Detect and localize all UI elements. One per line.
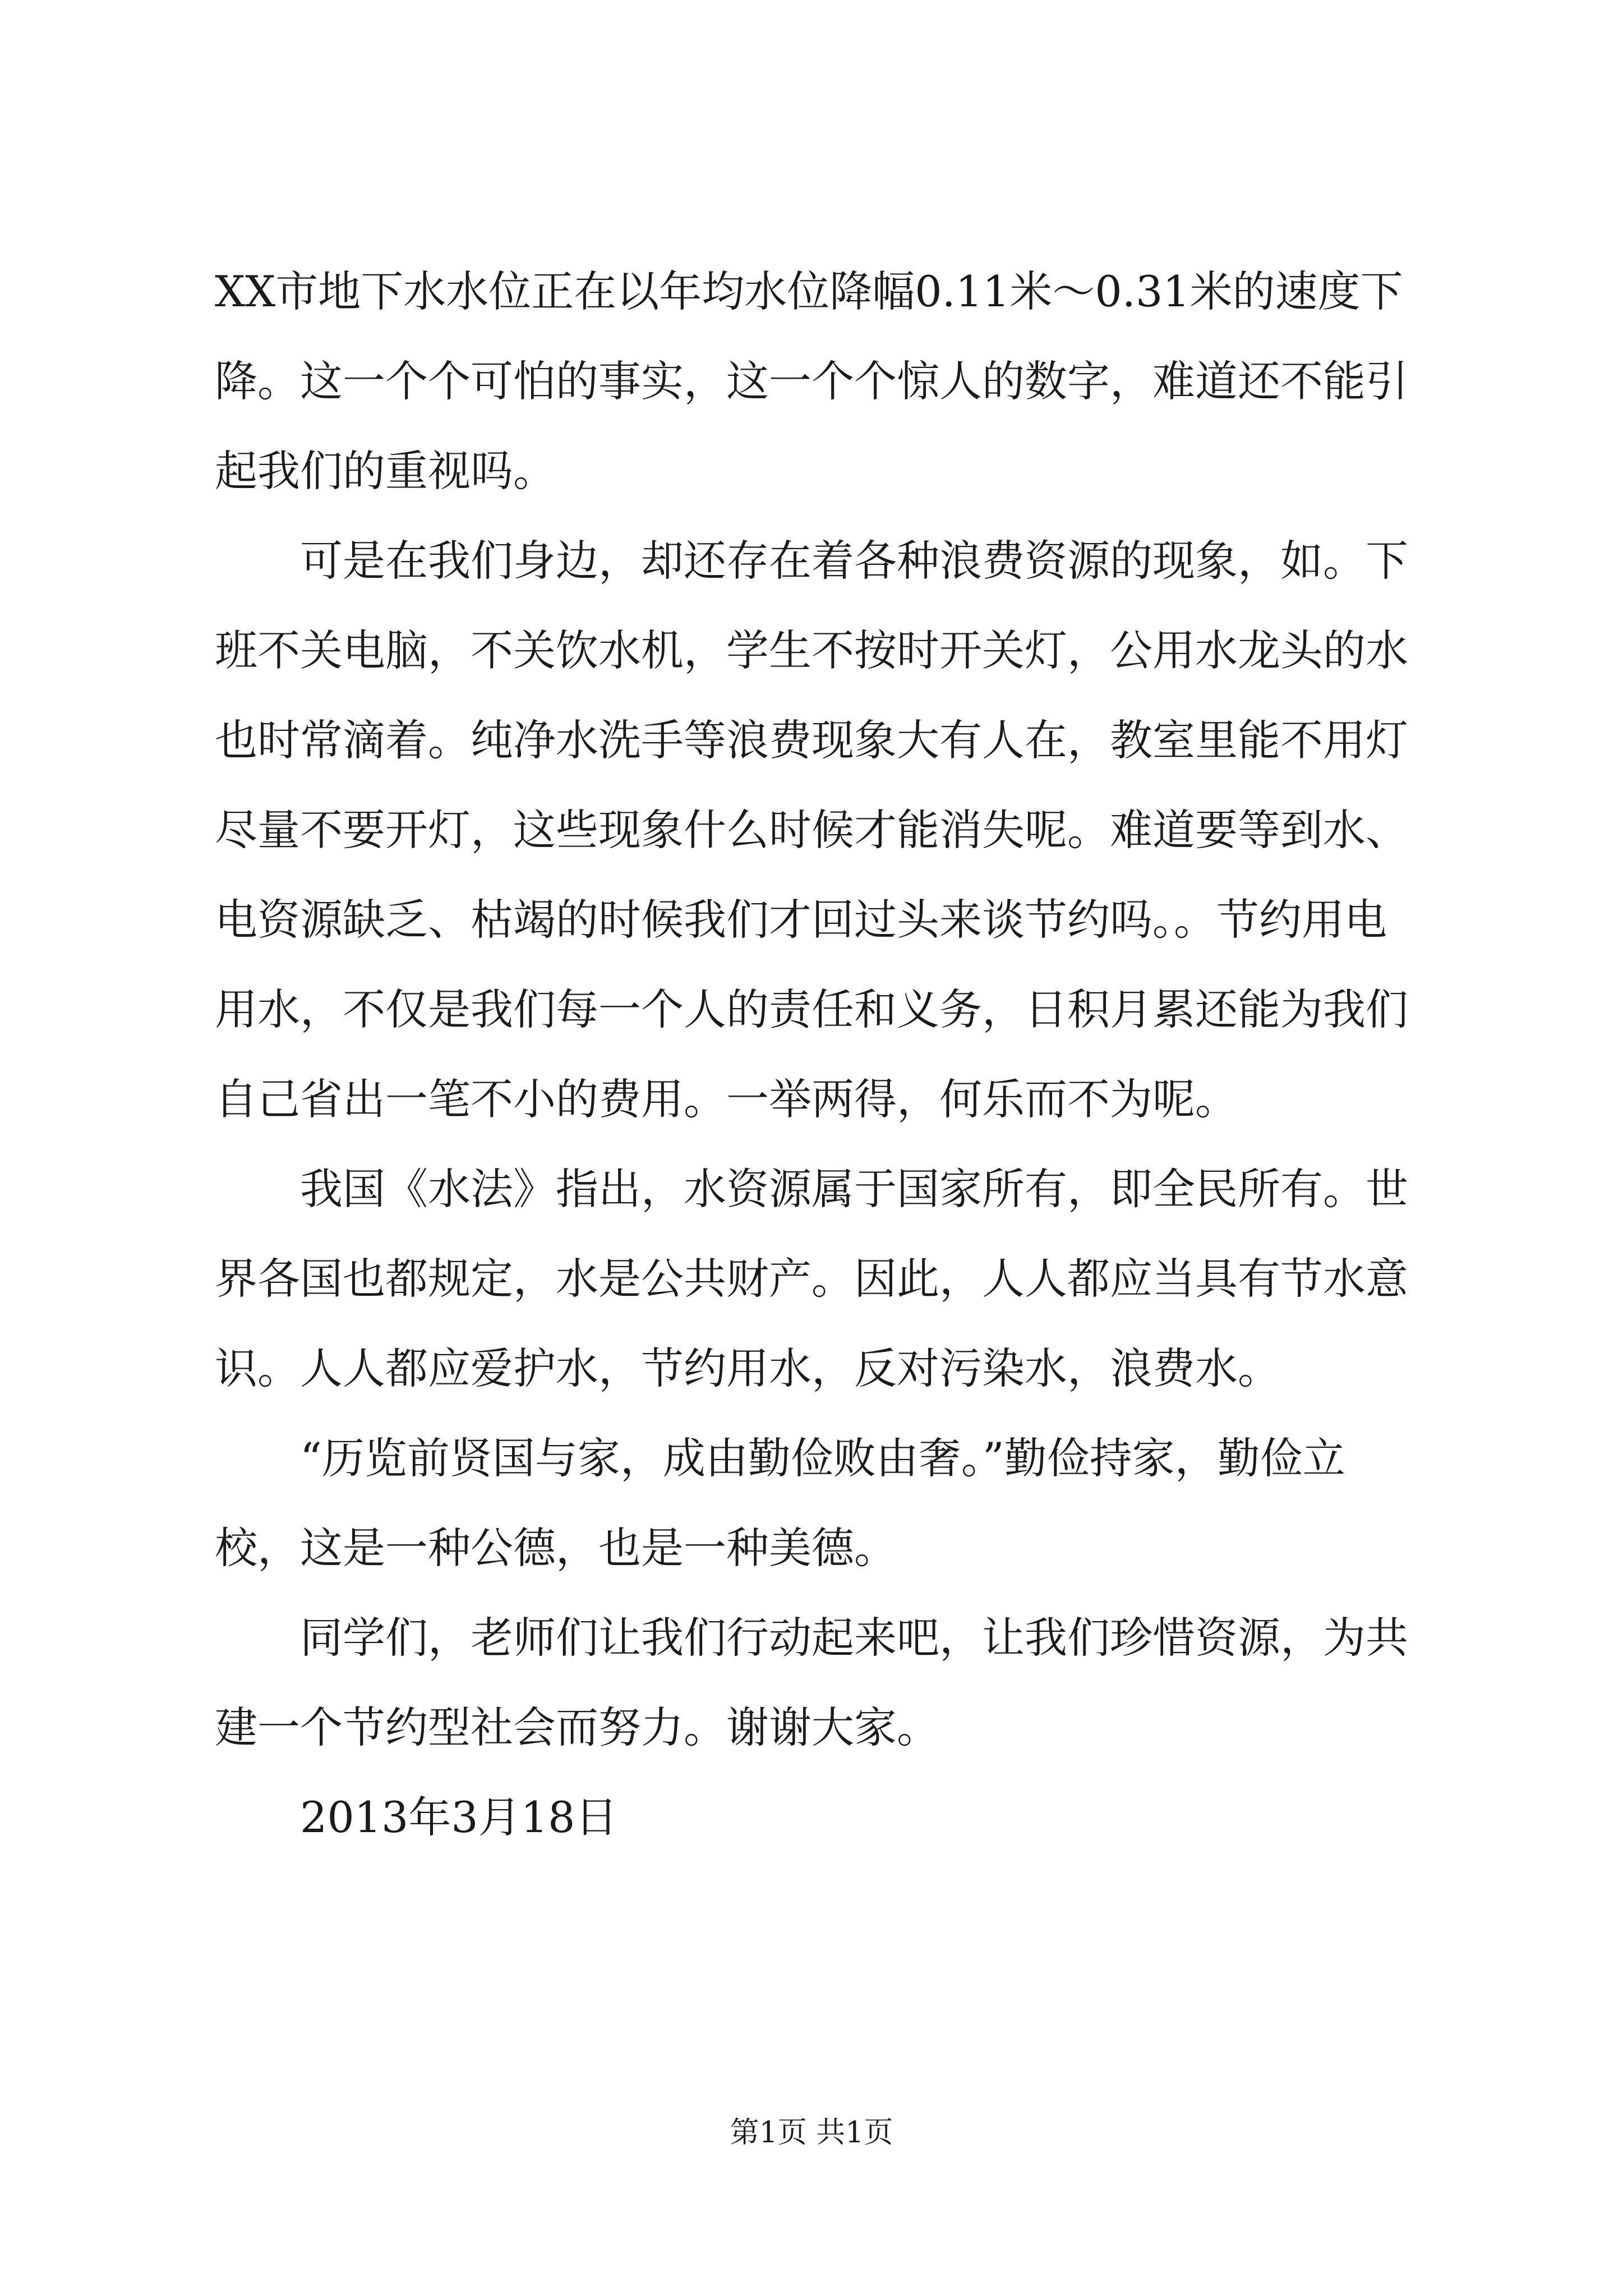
text-line: 也时常滴着。纯净水洗手等浪费现象大有人在，教室里能不用灯 [215, 715, 1408, 765]
text-line: 同学们，老师们让我们行动起来吧，让我们珍惜资源，为共 [215, 1613, 1408, 1663]
text-line: 我国《水法》指出，水资源属于国家所有，即全民所有。世 [215, 1164, 1408, 1214]
text-line: 尽量不要开灯，这些现象什么时候才能消失呢。难道要等到水、 [215, 805, 1408, 855]
text-line: 班不关电脑，不关饮水机，学生不按时开关灯，公用水龙头的水 [215, 625, 1408, 675]
text-line: 降。这一个个可怕的事实，这一个个惊人的数字，难道还不能引 [215, 356, 1408, 406]
text-line: 识。人人都应爱护水，节约用水，反对污染水，浪费水。 [215, 1343, 1280, 1393]
text-line: 校，这是一种公德，也是一种美德。 [215, 1523, 897, 1573]
text-line: 用水，不仅是我们每一个人的责任和义务，日积月累还能为我们 [215, 984, 1408, 1034]
text-line: 自己省出一笔不小的费用。一举两得，何乐而不为呢。 [215, 1074, 1238, 1124]
text-line: 界各国也都规定，水是公共财产。因此，人人都应当具有节水意 [215, 1254, 1408, 1304]
text-line: 电资源缺乏、枯竭的时候我们才回过头来谈节约吗。。节约用电 [215, 895, 1387, 945]
page-footer: 第1页 共1页 [730, 2116, 893, 2150]
date-line: 2013年3月18日 [215, 1792, 618, 1842]
text-line: 建一个节约型社会而努力。谢谢大家。 [215, 1703, 939, 1752]
text-line: 起我们的重视吗。 [215, 446, 556, 496]
text-line: “历览前贤国与家，成由勤俭败由奢。”勤俭持家，勤俭立 [215, 1433, 1345, 1483]
text-line: 可是在我们身边，却还存在着各种浪费资源的现象，如。下 [215, 536, 1408, 586]
text-line: XX市地下水水位正在以年均水位降幅0.11米～0.31米的速度下 [215, 266, 1403, 316]
